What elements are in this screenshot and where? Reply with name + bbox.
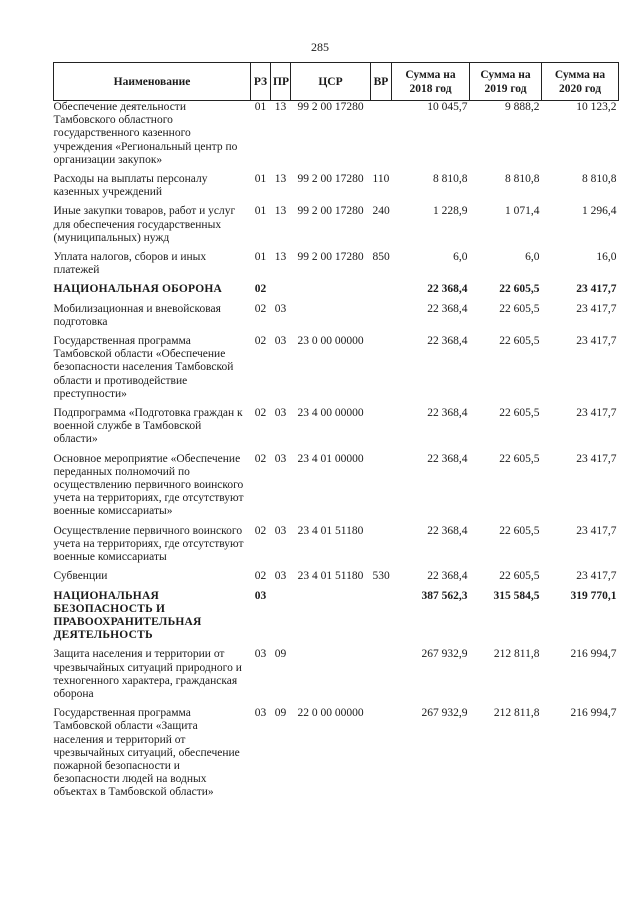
cell-sum-2018: 22 368,4	[427, 524, 468, 537]
cell-pr: 03	[274, 407, 287, 420]
cell-name: Расходы на выплаты персоналу казенных учреждений	[53, 173, 208, 199]
cell-name: Субвенции	[53, 570, 108, 583]
cell-vr: 850	[372, 251, 390, 264]
table-row	[54, 101, 619, 174]
cell-csr: 23 4 00 00000	[297, 407, 364, 420]
cell-rz: 02	[254, 524, 267, 537]
cell-name: Мобилизационная и вневойсковая подготовка	[53, 302, 221, 328]
cell-vr	[371, 453, 392, 525]
cell-name: Защита населения и территории от чрезвычайных ситуаций природного и техногенного характера, гражданская оборона	[53, 648, 242, 700]
cell-name: НАЦИОНАЛЬНАЯ БЕЗОПАСНОСТЬ И ПРАВООХРАНИТЕЛЬНАЯ ДЕЯТЕЛЬНОСТЬ	[53, 589, 202, 642]
cell-name: Подпрограмма «Подготовка граждан к военной службе в Тамбовской области»	[53, 407, 243, 446]
cell-name: Иные закупки товаров, работ и услуг для обеспечения государственных (муниципальных) нужд	[53, 205, 236, 244]
cell-csr: 23 4 01 00000	[297, 452, 364, 465]
cell-pr: 13	[274, 205, 287, 218]
cell-vr: 530	[372, 570, 390, 583]
cell-pr: 03	[274, 524, 287, 537]
cell-sum-2019: 22 605,5	[499, 407, 540, 420]
cell-rz: 02	[254, 452, 267, 465]
table-row	[54, 173, 619, 205]
cell-sum-2020: 23 417,7	[576, 407, 617, 420]
cell-sum-2019: 212 811,8	[493, 707, 540, 720]
cell-sum-2019: 315 584,5	[493, 589, 540, 602]
cell-rz: 02	[254, 407, 267, 420]
cell-csr	[291, 283, 371, 302]
cell-sum-2020: 23 417,7	[576, 335, 617, 348]
cell-sum-2018: 22 368,4	[427, 283, 468, 296]
header-sum-2018: Сумма на 2018 год	[392, 63, 470, 101]
cell-vr	[371, 648, 392, 707]
header-sum-2020: Сумма на 2020 год	[542, 63, 619, 101]
cell-vr	[371, 590, 392, 649]
page-number: 285	[311, 40, 329, 54]
cell-rz: 03	[254, 707, 267, 720]
table-row	[54, 407, 619, 453]
cell-sum-2020: 23 417,7	[576, 570, 617, 583]
cell-pr: 13	[274, 251, 287, 264]
cell-rz: 03	[254, 589, 267, 602]
cell-sum-2018: 387 562,3	[421, 589, 468, 602]
cell-csr	[291, 648, 371, 707]
cell-csr	[291, 590, 371, 649]
cell-sum-2018: 22 368,4	[427, 452, 468, 465]
cell-pr	[271, 283, 291, 302]
cell-sum-2018: 267 932,9	[421, 648, 468, 661]
cell-sum-2020: 319 770,1	[570, 589, 617, 602]
table-row	[54, 335, 619, 407]
cell-sum-2019: 22 605,5	[499, 452, 540, 465]
cell-vr	[371, 335, 392, 407]
cell-sum-2019: 9 888,2	[505, 101, 540, 113]
cell-rz: 02	[254, 302, 267, 315]
cell-sum-2018: 10 045,7	[427, 101, 468, 113]
cell-rz: 01	[254, 251, 267, 264]
cell-pr	[271, 590, 291, 649]
cell-vr	[371, 283, 392, 302]
cell-sum-2019: 22 605,5	[499, 302, 540, 315]
table-row	[54, 251, 619, 283]
cell-vr	[371, 525, 392, 571]
table-row	[54, 303, 619, 335]
cell-rz: 01	[254, 205, 267, 218]
cell-sum-2019: 8 810,8	[505, 173, 540, 186]
header-rz: РЗ	[251, 63, 271, 101]
header-vr: ВР	[371, 63, 392, 101]
cell-csr	[291, 303, 371, 335]
cell-sum-2018: 267 932,9	[421, 707, 468, 720]
cell-sum-2018: 22 368,4	[427, 335, 468, 348]
cell-pr: 03	[274, 302, 287, 315]
cell-vr	[371, 303, 392, 335]
cell-sum-2020: 216 994,7	[570, 648, 617, 661]
cell-name: НАЦИОНАЛЬНАЯ ОБОРОНА	[53, 283, 223, 296]
cell-csr: 99 2 00 17280	[297, 101, 364, 113]
cell-sum-2019: 6,0	[525, 251, 540, 264]
cell-name: Государственная программа Тамбовской области «Обеспечение безопасности населения Тамбовской области и противодействие преступности»	[53, 335, 234, 400]
cell-sum-2020: 23 417,7	[576, 524, 617, 537]
cell-pr: 13	[274, 101, 287, 113]
cell-sum-2018: 22 368,4	[427, 302, 468, 315]
table-row	[54, 707, 619, 805]
table-row	[54, 648, 619, 707]
cell-rz: 02	[254, 283, 267, 296]
table-header-row	[54, 63, 619, 101]
cell-pr: 03	[274, 335, 287, 348]
cell-sum-2020: 8 810,8	[582, 173, 617, 186]
header-csr: ЦСР	[291, 63, 371, 101]
cell-csr: 99 2 00 17280	[297, 173, 364, 186]
cell-vr	[371, 407, 392, 453]
cell-sum-2020: 16,0	[596, 251, 617, 264]
cell-vr: 240	[372, 205, 390, 218]
cell-csr: 23 4 01 51180	[297, 570, 364, 583]
cell-vr	[371, 707, 392, 805]
cell-csr: 99 2 00 17280	[297, 251, 364, 264]
cell-sum-2018: 22 368,4	[427, 407, 468, 420]
cell-sum-2018: 1 228,9	[433, 205, 468, 218]
cell-sum-2020: 10 123,2	[576, 101, 617, 113]
cell-pr: 13	[274, 173, 287, 186]
cell-csr: 23 4 01 51180	[297, 524, 364, 537]
cell-name: Основное мероприятие «Обеспечение переданных полномочий по осуществлению первичного воинского учета на территориях, где отсутствуют военные комиссариаты»	[53, 452, 244, 518]
cell-sum-2019: 212 811,8	[493, 648, 540, 661]
cell-rz: 01	[254, 101, 267, 113]
table-row	[54, 570, 619, 589]
cell-rz: 03	[254, 648, 267, 661]
cell-csr: 23 0 00 00000	[297, 335, 364, 348]
cell-sum-2018: 22 368,4	[427, 570, 468, 583]
cell-name: Обеспечение деятельности Тамбовского областного государственного казенного учреждения «Региональный центр по организации закупок»	[53, 101, 238, 166]
cell-sum-2020: 23 417,7	[576, 283, 617, 296]
cell-sum-2020: 23 417,7	[576, 452, 617, 465]
cell-rz: 02	[254, 335, 267, 348]
cell-sum-2019: 22 605,5	[499, 524, 540, 537]
cell-sum-2019: 22 605,5	[499, 335, 540, 348]
cell-sum-2019: 1 071,4	[505, 205, 540, 218]
header-pr: ПР	[271, 63, 291, 101]
table-row	[54, 283, 619, 302]
table-body	[54, 101, 619, 806]
cell-csr: 99 2 00 17280	[297, 205, 364, 218]
table-row	[54, 525, 619, 571]
table-row	[54, 590, 619, 649]
cell-name: Уплата налогов, сборов и иных платежей	[53, 251, 207, 277]
cell-sum-2019: 22 605,5	[499, 283, 540, 296]
cell-sum-2018: 8 810,8	[433, 173, 468, 186]
cell-pr: 03	[274, 570, 287, 583]
table-row	[54, 453, 619, 525]
cell-sum-2019: 22 605,5	[499, 570, 540, 583]
cell-sum-2020: 216 994,7	[570, 707, 617, 720]
cell-rz: 02	[254, 570, 267, 583]
cell-csr: 22 0 00 00000	[297, 707, 364, 720]
budget-table	[53, 62, 619, 806]
cell-pr: 09	[274, 707, 287, 720]
cell-pr: 03	[274, 452, 287, 465]
cell-pr: 09	[274, 648, 287, 661]
cell-sum-2020: 23 417,7	[576, 302, 617, 315]
cell-vr	[371, 101, 392, 174]
cell-name: Государственная программа Тамбовской области «Защита населения и территорий от чрезвычайных ситуаций, обеспечение пожарной безопасности и безопасности людей на водных объектах в Тамбовской области»	[53, 707, 240, 799]
cell-sum-2020: 1 296,4	[582, 205, 617, 218]
header-name: Наименование	[54, 63, 251, 101]
table-row	[54, 205, 619, 251]
cell-name: Осуществление первичного воинского учета на территориях, где отсутствуют военные комиссариаты	[53, 524, 244, 564]
cell-rz: 01	[254, 173, 267, 186]
header-sum-2019: Сумма на 2019 год	[470, 63, 542, 101]
cell-sum-2018: 6,0	[453, 251, 468, 264]
cell-vr: 110	[372, 173, 390, 186]
